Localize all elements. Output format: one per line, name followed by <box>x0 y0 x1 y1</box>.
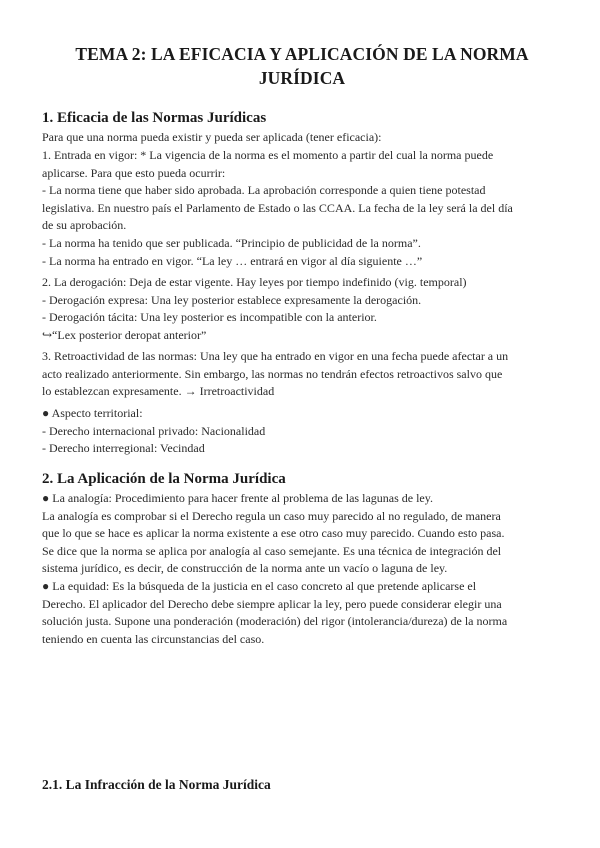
paragraph-line: - Derecho internacional privado: Nacionalidad <box>42 423 266 438</box>
paragraph-line: ↪“Lex posterior deropat anterior” <box>42 327 207 342</box>
paragraph-line: lo establezcan expresamente. → Irretroactividad <box>42 384 275 399</box>
paragraph-line: aplicarse. Para que esto pueda ocurrir: <box>42 165 226 180</box>
section-2-1-heading: 2.1. La Infracción de la Norma Jurídica <box>42 777 271 792</box>
retroactividad-block <box>42 348 562 401</box>
paragraph-line: 2. La derogación: Deja de estar vigente. Hay leyes por tiempo indefinido (vig. temporal) <box>42 275 467 289</box>
paragraph-line: Derecho. El aplicador del Derecho debe siempre aplicar la ley, pero puede considerar elegir una <box>42 596 502 611</box>
paragraph-line: solución justa. Supone una ponderación (moderación) del rigor (intolerancia/dureza) de la norma <box>42 614 508 629</box>
entrada-en-vigor-block <box>42 147 562 270</box>
paragraph-line: ● Aspecto territorial: <box>42 406 143 420</box>
paragraph-line: - La norma ha tenido que ser publicada. “Principio de publicidad de la norma”. <box>42 235 421 250</box>
paragraph-line: 3. Retroactividad de las normas: Una ley que ha entrado en vigor en una fecha puede afectar a un <box>42 349 509 363</box>
paragraph-line: - Derogación expresa: Una ley posterior establece expresamente la derogación. <box>42 292 422 307</box>
paragraph-line: - La norma ha entrado en vigor. “La ley … entrará en vigor al día siguiente …” <box>42 253 423 268</box>
paragraph-line: - La norma tiene que haber sido aprobada. La aprobación corresponde a quien tiene potestad <box>42 183 486 198</box>
paragraph-line: acto realizado anteriormente. Sin embargo, las normas no tendrán efectos retroactivos salvo que <box>42 366 503 381</box>
document-title: TEMA 2: LA EFICACIA Y APLICACIÓN DE LA NORMA JURÍDICA <box>75 44 529 88</box>
paragraph-line: ● La equidad: Es la búsqueda de la justicia en el caso concreto al que pretende aplicarse el <box>42 578 477 593</box>
paragraph-line: de su aprobación. <box>42 218 127 233</box>
paragraph-line: ● La analogía: Procedimiento para hacer frente al problema de las lagunas de ley. <box>42 491 433 505</box>
section-2-heading: 2. La Aplicación de la Norma Jurídica <box>42 471 286 487</box>
section-1-heading: 1. Eficacia de las Normas Jurídicas <box>42 110 267 126</box>
section-1-intro: Para que una norma pueda existir y pueda ser aplicada (tener eficacia): <box>42 130 382 144</box>
paragraph-line: - Derecho interregional: Vecindad <box>42 441 205 456</box>
aplicacion-block <box>42 490 562 648</box>
paragraph-line: sistema jurídico, es decir, de construcción de la norma ante un vacío o laguna de ley. <box>42 561 448 576</box>
aspecto-territorial-block <box>42 405 562 458</box>
paragraph-line: legislativa. En nuestro país el Parlamento de Estado o las CCAA. La fecha de la ley será la del día <box>42 200 513 215</box>
paragraph-line: La analogía es comprobar si el Derecho regula un caso muy parecido al no regulado, de manera <box>42 508 501 523</box>
paragraph-line: 1. Entrada en vigor: * La vigencia de la norma es el momento a partir del cual la norma puede <box>42 148 494 162</box>
paragraph-line: Se dice que la norma se aplica por analogía al caso semejante. Es una técnica de integración del <box>42 543 502 558</box>
paragraph-line: teniendo en cuenta las circunstancias del caso. <box>42 631 265 646</box>
derogacion-block <box>42 274 562 344</box>
paragraph-line: - Derogación tácita: Una ley posterior es incompatible con la anterior. <box>42 310 377 325</box>
paragraph-line: que lo que se hace es aplicar la norma existente a ese otro caso muy parecido. Cuando esto pasa. <box>42 526 505 541</box>
